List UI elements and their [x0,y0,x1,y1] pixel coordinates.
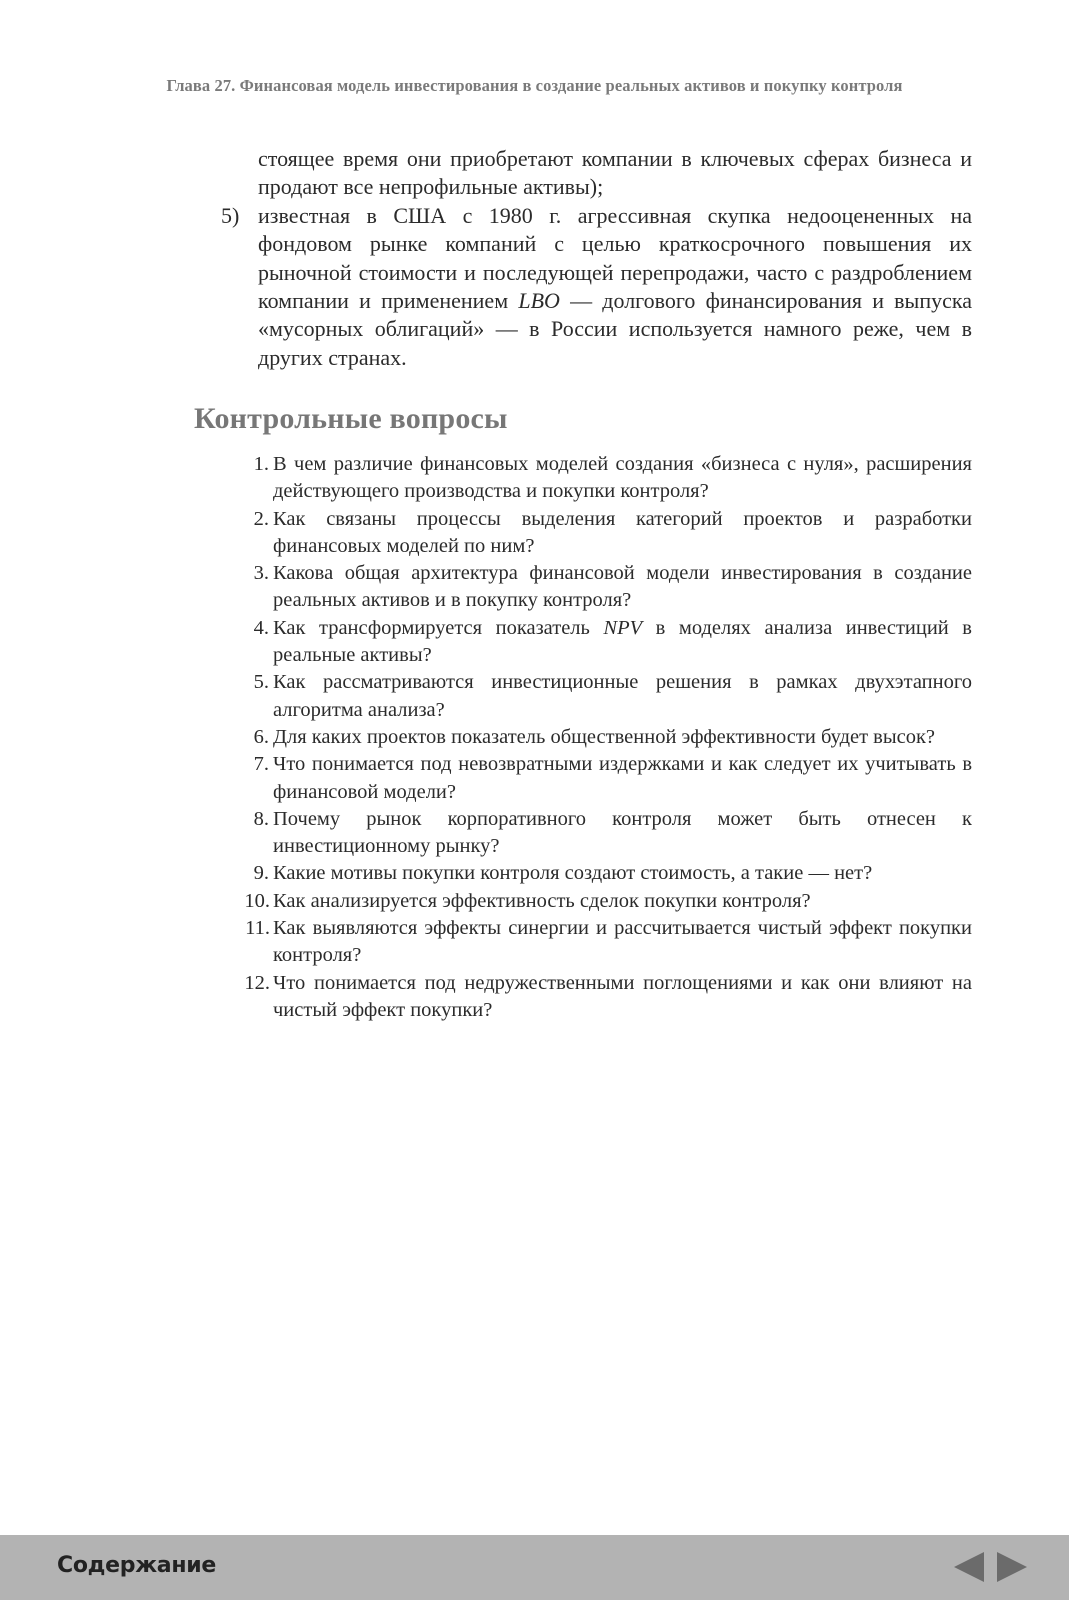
question-number: 9. [253,862,269,885]
question-text: Какие мотивы покупки контроля создают стоимость, а такие — нет? [273,862,873,885]
question-text: Как анализируется эффективность сделок покупки контроля? [273,889,811,912]
next-arrow-shape [997,1552,1027,1582]
question-number: 7. [253,753,269,776]
question-item [253,451,972,506]
footer-nav-bar [0,1535,1069,1600]
question-number: 12. [244,971,270,994]
list-item-number: 5) [221,202,240,228]
question-number: 1. [253,453,269,475]
question-item [253,860,972,887]
question-text-part: в моделях анализа инвестиций в реальные активы? [273,616,972,667]
question-item [253,806,972,861]
question-text: Как рассматриваются инвестиционные решения в рамках двухэтапного алгоритма анализа? [273,671,972,721]
question-number: 5. [253,671,269,694]
question-number: 3. [253,562,269,585]
question-item [245,915,972,970]
question-number: 8. [253,807,269,830]
question-text-part: Как трансформируется показатель [273,616,604,639]
question-number: 2. [253,507,269,530]
paragraph-continuation: стоящее время они приобретают компании в ключевых сферах бизнеса и продают все непрофильные активы); [258,146,972,200]
previous-arrow-shape [954,1552,984,1582]
question-item [244,970,972,1025]
question-item [244,888,972,915]
list-item-5 [221,202,972,372]
previous-page-icon[interactable] [953,1551,985,1583]
question-item [253,724,972,751]
question-text: Что понимается под недружественными поглощениями и как они влияют на чистый эффект покупки? [273,971,972,1021]
question-item [253,560,972,615]
table-of-contents-link[interactable]: Содержание [57,1553,216,1578]
section-heading: Контрольные вопросы [194,402,508,435]
question-text: Как выявляются эффекты синергии и рассчитывается чистый эффект покупки контроля? [273,917,972,967]
question-number: 11. [245,917,270,940]
question-text: В чем различие финансовых моделей создания «бизнеса с нуля», расширения действующего производства и покупки контроля? [273,453,972,503]
list-item-text-part: — долгового финансирования и выпуска «мусорных облигаций» — в России используется намного реже, чем в других странах. [258,288,972,370]
question-number: 10. [244,889,270,912]
question-item [253,669,972,724]
question-item [253,751,972,806]
question-text: Какова общая архитектура финансовой модели инвестирования в создание реальных активов и в покупку контроля? [273,562,972,612]
term-lbo: LBO [518,288,560,314]
list-item-text-part: известная в США с 1980 г. агрессивная скупка недооцененных на фондовом рынке компаний с целью краткосрочного повышения их рыночной стоимости и последующей перепродажи, часто с раздроблением компании и применением [258,202,972,314]
term-npv: NPV [603,616,643,639]
question-text: Для каких проектов показатель общественной эффективности будет высок? [273,725,936,748]
question-text: Почему рынок корпоративного контроля может быть отнесен к инвестиционному рынку? [273,807,972,858]
question-item [253,506,972,561]
question-item [253,615,972,670]
running-head: Глава 27. Финансовая модель инвестирования в создание реальных активов и покупку контроля [166,76,903,95]
review-questions-list [244,451,972,1024]
question-text: Что понимается под невозвратными издержками и как следует их учитывать в финансовой модели? [273,753,972,803]
body-text [221,145,972,372]
question-number: 4. [253,616,269,639]
question-text: Как связаны процессы выделения категорий проектов и разработки финансовых моделей по ним? [273,507,972,557]
next-page-icon[interactable] [996,1551,1028,1583]
question-number: 6. [253,725,269,748]
